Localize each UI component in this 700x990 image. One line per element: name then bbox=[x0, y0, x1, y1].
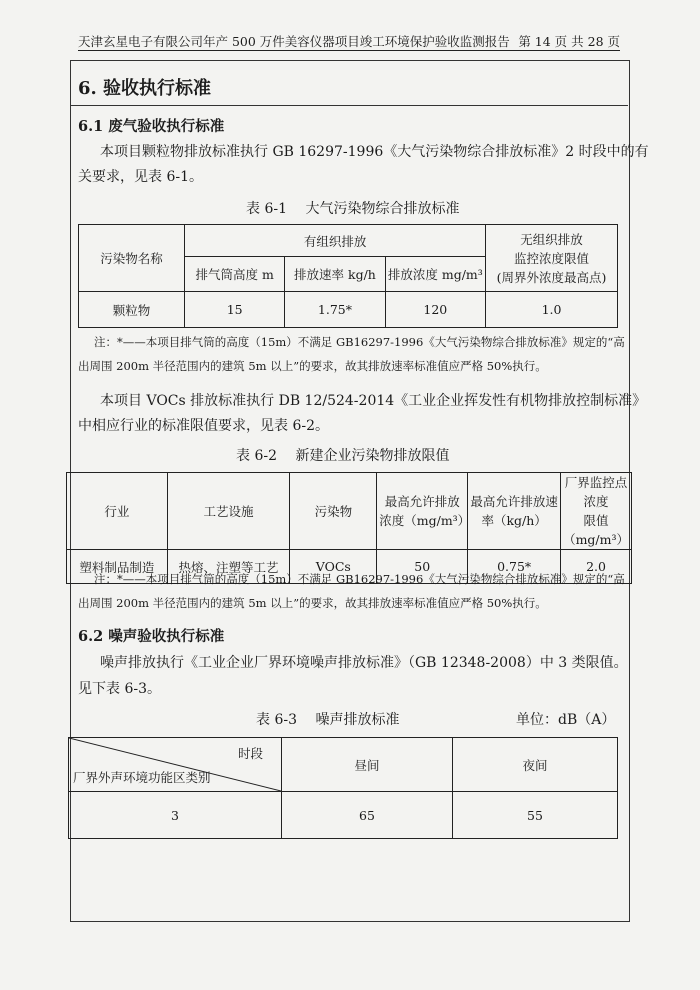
t1-conc: 120 bbox=[385, 292, 485, 328]
note-6-1-line2: 出周围 200m 半径范围内的建筑 5m 以上”的要求，故其排放速率标准值应严格 50%执行。 bbox=[78, 359, 547, 373]
t1-h-organized: 有组织排放 bbox=[185, 225, 486, 257]
t2-h-boundary-1: 厂界监控点浓度 bbox=[564, 475, 628, 509]
t2-conc: 50 bbox=[377, 550, 468, 584]
t1-h-unorganized-2: 监控浓度限值 bbox=[514, 250, 590, 266]
t2-h-rate bbox=[468, 473, 561, 550]
t1-h-height: 排气筒高度 m bbox=[185, 257, 285, 292]
subsection-6-2-title: 6.2 噪声验收执行标准 bbox=[78, 628, 225, 645]
t1-height: 15 bbox=[185, 292, 285, 328]
note-6-2-line2: 出周围 200m 半径范围内的建筑 5m 以上”的要求，故其排放速率标准值应严格 50%执行。 bbox=[78, 596, 547, 610]
t2-h-process: 工艺设施 bbox=[167, 473, 290, 550]
t1-h-unorganized-1: 无组织排放 bbox=[520, 231, 583, 247]
table-6-3 bbox=[68, 737, 618, 839]
table-6-2-caption: 表 6-2 新建企业污染物排放限值 bbox=[236, 448, 450, 464]
t3-h-night: 夜间 bbox=[453, 738, 618, 792]
t3-h-day: 昼间 bbox=[282, 738, 453, 792]
section-title: 6. 验收执行标准 bbox=[78, 78, 212, 99]
t2-pollutant: VOCs bbox=[290, 550, 377, 584]
t2-h-pollutant: 污染物 bbox=[290, 473, 377, 550]
t1-h-unorganized bbox=[486, 225, 618, 292]
t3-night: 55 bbox=[453, 792, 618, 839]
note-6-2-line1: 注：*——本项目排气筒的高度（15m）不满足 GB16297-1996《大气污染物综合排放标准》规定的“高 bbox=[94, 572, 625, 586]
t2-h-boundary-2: 限值（mg/m³） bbox=[563, 513, 630, 547]
t2-boundary: 2.0 bbox=[561, 550, 632, 584]
t3-zone: 3 bbox=[69, 792, 282, 839]
t2-rate: 0.75* bbox=[468, 550, 561, 584]
subsection-6-1-title: 6.1 废气验收执行标准 bbox=[78, 118, 225, 135]
table-6-3-unit: 单位：dB（A） bbox=[516, 712, 616, 728]
t2-h-rate-2: 率（kg/h） bbox=[481, 513, 547, 528]
t2-h-boundary bbox=[561, 473, 632, 550]
t1-unorg: 1.0 bbox=[486, 292, 618, 328]
para-6-1-line2: 关要求，见表 6-1。 bbox=[78, 169, 203, 185]
t2-h-conc-2: 浓度（mg/m³） bbox=[379, 513, 471, 528]
note-6-1-line1: 注：*——本项目排气筒的高度（15m）不满足 GB16297-1996《大气污染物综合排放标准》规定的“高 bbox=[94, 335, 625, 349]
t2-h-conc bbox=[377, 473, 471, 550]
table-6-1-caption: 表 6-1 大气污染物综合排放标准 bbox=[246, 201, 460, 217]
para-vocs-line1: 本项目 VOCs 排放标准执行 DB 12/524-2014《工业企业挥发性有机物排放控制标准》 bbox=[100, 393, 647, 409]
t2-h-rate-1: 最高允许排放速 bbox=[470, 494, 558, 509]
para-6-2-line2: 见下表 6-3。 bbox=[78, 681, 161, 697]
page-header bbox=[78, 24, 620, 51]
t1-pollutant: 颗粒物 bbox=[79, 292, 185, 328]
t1-rate: 1.75* bbox=[285, 292, 385, 328]
t2-process: 热熔、注塑等工艺 bbox=[167, 550, 290, 584]
report-title: 天津玄星电子有限公司年产 500 万件美容仪器项目竣工环境保护验收监测报告 bbox=[78, 34, 510, 49]
para-6-2-line1: 噪声排放执行《工业企业厂界环境噪声排放标准》（GB 12348-2008）中 3 类限值。 bbox=[100, 655, 628, 671]
t2-h-industry: 行业 bbox=[67, 473, 168, 550]
t3-diagonal-header bbox=[69, 738, 282, 792]
para-6-1-line1: 本项目颗粒物排放标准执行 GB 16297-1996《大气污染物综合排放标准》2 时段中的有 bbox=[100, 144, 649, 160]
t3-h-zone: 厂界外声环境功能区类别 bbox=[73, 770, 211, 785]
table-6-1 bbox=[78, 224, 618, 328]
t3-h-period: 时段 bbox=[237, 746, 263, 761]
t1-h-pollutant: 污染物名称 bbox=[79, 225, 185, 292]
t3-day: 65 bbox=[282, 792, 453, 839]
t1-h-rate: 排放速率 kg/h bbox=[285, 257, 385, 292]
t1-h-conc: 排放浓度 mg/m³ bbox=[385, 257, 485, 292]
t2-industry: 塑料制品制造 bbox=[67, 550, 168, 584]
table-6-3-caption: 表 6-3 噪声排放标准 bbox=[256, 712, 400, 728]
t2-h-conc-1: 最高允许排放 bbox=[384, 494, 460, 509]
t1-h-unorganized-3: (周界外浓度最高点) bbox=[496, 269, 607, 285]
page-number: 第 14 页 共 28 页 bbox=[518, 34, 620, 49]
para-vocs-line2: 中相应行业的标准限值要求，见表 6-2。 bbox=[78, 418, 329, 434]
